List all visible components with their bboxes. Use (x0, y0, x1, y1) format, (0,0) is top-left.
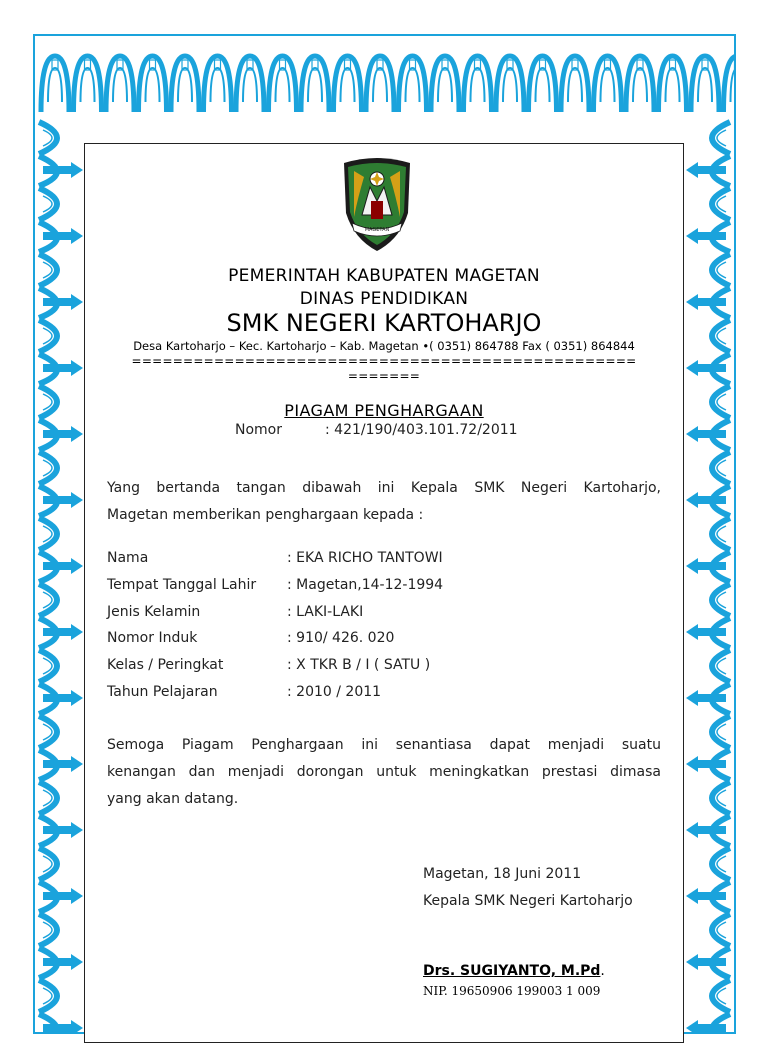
border-ornament (341, 68, 355, 102)
border-ornament (698, 628, 726, 636)
border-ornament (698, 298, 726, 306)
border-ornament (717, 988, 726, 1004)
border-ornament (686, 294, 698, 310)
border-ornament (71, 228, 83, 244)
border-ornament (698, 760, 726, 768)
border-ornament (39, 386, 57, 418)
border-ornament (698, 166, 726, 174)
signature-position: Kepala SMK Negeri Kartoharjo (423, 893, 633, 909)
border-ornament (43, 694, 71, 702)
border-ornament (686, 888, 698, 904)
border-ornament (717, 592, 726, 608)
closing-text-line-2: kenangan dan menjadi dorongan untuk meningkatkan prestasi dimasa (107, 764, 661, 780)
border-ornament (536, 68, 550, 102)
magetan-emblem-icon (340, 157, 414, 254)
border-ornament (717, 790, 726, 806)
border-ornament (171, 56, 199, 112)
certificate-title: PIAGAM PENGHARGAAN (284, 401, 484, 420)
border-ornament (71, 954, 83, 970)
border-ornament (731, 68, 737, 102)
border-ornament (43, 988, 52, 1004)
border-ornament (39, 848, 57, 880)
gender-label: Jenis Kelamin (107, 604, 201, 620)
signatory-name-block (423, 963, 605, 979)
border-ornament (43, 166, 71, 174)
border-ornament (43, 430, 71, 438)
border-ornament (712, 188, 730, 220)
border-ornament (43, 892, 71, 900)
border-ornament (686, 756, 698, 772)
border-ornament (43, 856, 52, 872)
birth-place-date-value: : Magetan,14-12-1994 (287, 577, 444, 593)
class-rank-value: : X TKR B / I ( SATU ) (287, 657, 431, 673)
border-ornament (686, 228, 698, 244)
student-number-value: : 910/ 426. 020 (287, 630, 395, 646)
border-ornament (81, 68, 95, 102)
border-ornament (43, 196, 52, 212)
border-ornament (686, 558, 698, 574)
border-ornament (366, 56, 394, 112)
border-ornament (43, 592, 52, 608)
emblem-banner-text: MAGETAN (364, 227, 390, 233)
border-ornament (698, 1024, 726, 1032)
border-ornament (43, 328, 52, 344)
border-ornament (71, 426, 83, 442)
signatory-nip: NIP. 19650906 199003 1 009 (423, 984, 601, 998)
border-ornament (594, 56, 622, 112)
border-ornament (438, 68, 452, 102)
number-value: : 421/190/403.101.72/2011 (325, 422, 518, 438)
border-ornament (626, 56, 654, 112)
closing-text-line-1: Semoga Piagam Penghargaan ini senantiasa dapat menjadi suatu (107, 737, 661, 753)
separator-rule: ================================================= (131, 354, 637, 368)
border-ornament (43, 658, 52, 674)
border-ornament (43, 760, 71, 768)
class-rank-label: Kelas / Peringkat (107, 657, 224, 673)
border-ornament (496, 56, 524, 112)
border-ornament (717, 658, 726, 674)
border-ornament (712, 914, 730, 946)
border-ornament (39, 584, 57, 616)
border-ornament (39, 452, 57, 484)
border-ornament (71, 822, 83, 838)
border-ornament (276, 68, 290, 102)
border-ornament (211, 68, 225, 102)
border-ornament (698, 826, 726, 834)
border-ornament (39, 650, 57, 682)
border-ornament (308, 68, 322, 102)
border-ornament (39, 122, 57, 154)
border-ornament (71, 360, 83, 376)
recipient-name-value: : EKA RICHO TANTOWI (287, 550, 443, 566)
border-ornament (686, 162, 698, 178)
border-ornament (431, 56, 459, 112)
border-ornament (717, 262, 726, 278)
border-ornament (43, 562, 71, 570)
border-ornament (717, 922, 726, 938)
border-ornament (39, 914, 57, 946)
border-ornament (568, 68, 582, 102)
border-ornament (698, 364, 726, 372)
border-ornament (43, 130, 52, 146)
border-ornament (43, 262, 52, 278)
border-ornament (41, 56, 69, 112)
border-ornament (686, 822, 698, 838)
border-ornament (686, 954, 698, 970)
border-ornament (712, 782, 730, 814)
border-ornament (717, 526, 726, 542)
border-ornament (712, 980, 730, 1012)
border-ornament (698, 958, 726, 966)
border-ornament (43, 958, 71, 966)
border-ornament (71, 294, 83, 310)
border-ornament (43, 298, 71, 306)
intro-text-line-1: Yang bertanda tangan dibawah ini Kepala SMK Negeri Kartoharjo, (107, 480, 661, 496)
border-ornament (43, 496, 71, 504)
border-ornament (39, 782, 57, 814)
border-ornament (39, 980, 57, 1012)
border-ornament (659, 56, 687, 112)
border-ornament (717, 328, 726, 344)
border-ornament (666, 68, 680, 102)
border-ornament (39, 254, 57, 286)
border-ornament (698, 68, 712, 102)
border-ornament (712, 848, 730, 880)
separator-rule-continuation: ======= (347, 369, 421, 383)
signatory-name-period: . (600, 963, 605, 979)
border-ornament (334, 56, 362, 112)
department-heading: DINAS PENDIDIKAN (299, 289, 469, 309)
border-ornament (686, 1020, 698, 1034)
border-ornament (71, 1020, 83, 1034)
border-ornament (139, 56, 167, 112)
border-ornament (712, 650, 730, 682)
border-ornament (113, 68, 127, 102)
school-address: Desa Kartoharjo – Kec. Kartoharjo – Kab. Magetan •( 0351) 864788 Fax ( 0351) 864844 (133, 339, 635, 353)
border-ornament (406, 68, 420, 102)
border-ornament (712, 320, 730, 352)
academic-year-label: Tahun Pelajaran (107, 684, 218, 700)
border-ornament (698, 562, 726, 570)
border-ornament (399, 56, 427, 112)
border-ornament (43, 628, 71, 636)
border-ornament (712, 518, 730, 550)
border-ornament (633, 68, 647, 102)
border-ornament (601, 68, 615, 102)
border-ornament (71, 756, 83, 772)
border-ornament (717, 724, 726, 740)
border-ornament (74, 56, 102, 112)
border-ornament (71, 624, 83, 640)
border-ornament (464, 56, 492, 112)
border-ornament (471, 68, 485, 102)
border-ornament (717, 856, 726, 872)
border-ornament (39, 188, 57, 220)
border-ornament (71, 162, 83, 178)
border-ornament (373, 68, 387, 102)
border-ornament (717, 394, 726, 410)
recipient-name-label: Nama (107, 550, 149, 566)
border-ornament (71, 558, 83, 574)
border-ornament (712, 122, 730, 154)
border-ornament (717, 130, 726, 146)
border-ornament (43, 790, 52, 806)
student-number-label: Nomor Induk (107, 630, 198, 646)
border-ornament (301, 56, 329, 112)
number-label: Nomor (235, 422, 282, 438)
border-ornament (43, 394, 52, 410)
border-ornament (717, 460, 726, 476)
signature-place-date: Magetan, 18 Juni 2011 (423, 866, 582, 882)
border-ornament (269, 56, 297, 112)
border-ornament (43, 922, 52, 938)
border-ornament (48, 68, 62, 102)
border-ornament (686, 426, 698, 442)
border-ornament (43, 526, 52, 542)
border-ornament (561, 56, 589, 112)
border-ornament (71, 888, 83, 904)
border-ornament (43, 724, 52, 740)
border-ornament (43, 232, 71, 240)
intro-text-line-2: Magetan memberikan penghargaan kepada : (107, 507, 424, 523)
border-ornament (71, 690, 83, 706)
border-ornament (698, 694, 726, 702)
border-ornament (686, 492, 698, 508)
border-ornament (39, 518, 57, 550)
border-ornament (698, 496, 726, 504)
gender-value: : LAKI-LAKI (287, 604, 364, 620)
border-ornament (106, 56, 134, 112)
border-ornament (712, 716, 730, 748)
border-ornament (529, 56, 557, 112)
border-ornament (717, 196, 726, 212)
border-ornament (146, 68, 160, 102)
border-ornament (698, 430, 726, 438)
border-ornament (698, 892, 726, 900)
border-ornament (712, 452, 730, 484)
academic-year-value: : 2010 / 2011 (287, 684, 382, 700)
signatory-name: Drs. SUGIYANTO, M.Pd (423, 963, 601, 979)
border-ornament (712, 386, 730, 418)
border-ornament (71, 492, 83, 508)
border-ornament (43, 826, 71, 834)
birth-place-date-label: Tempat Tanggal Lahir (107, 577, 257, 593)
border-ornament (178, 68, 192, 102)
border-ornament (236, 56, 264, 112)
border-ornament (503, 68, 517, 102)
border-ornament (686, 360, 698, 376)
border-ornament (43, 1024, 71, 1032)
border-ornament (204, 56, 232, 112)
border-ornament (243, 68, 257, 102)
border-ornament (691, 56, 719, 112)
border-ornament (39, 320, 57, 352)
border-ornament (686, 690, 698, 706)
border-ornament (712, 584, 730, 616)
closing-text-line-3: yang akan datang. (107, 791, 239, 807)
border-ornament (686, 624, 698, 640)
border-ornament (39, 716, 57, 748)
border-ornament (712, 254, 730, 286)
border-ornament (698, 232, 726, 240)
government-heading: PEMERINTAH KABUPATEN MAGETAN (228, 266, 540, 286)
border-ornament (43, 364, 71, 372)
border-ornament (43, 460, 52, 476)
school-name: SMK NEGERI KARTOHARJO (226, 309, 542, 337)
